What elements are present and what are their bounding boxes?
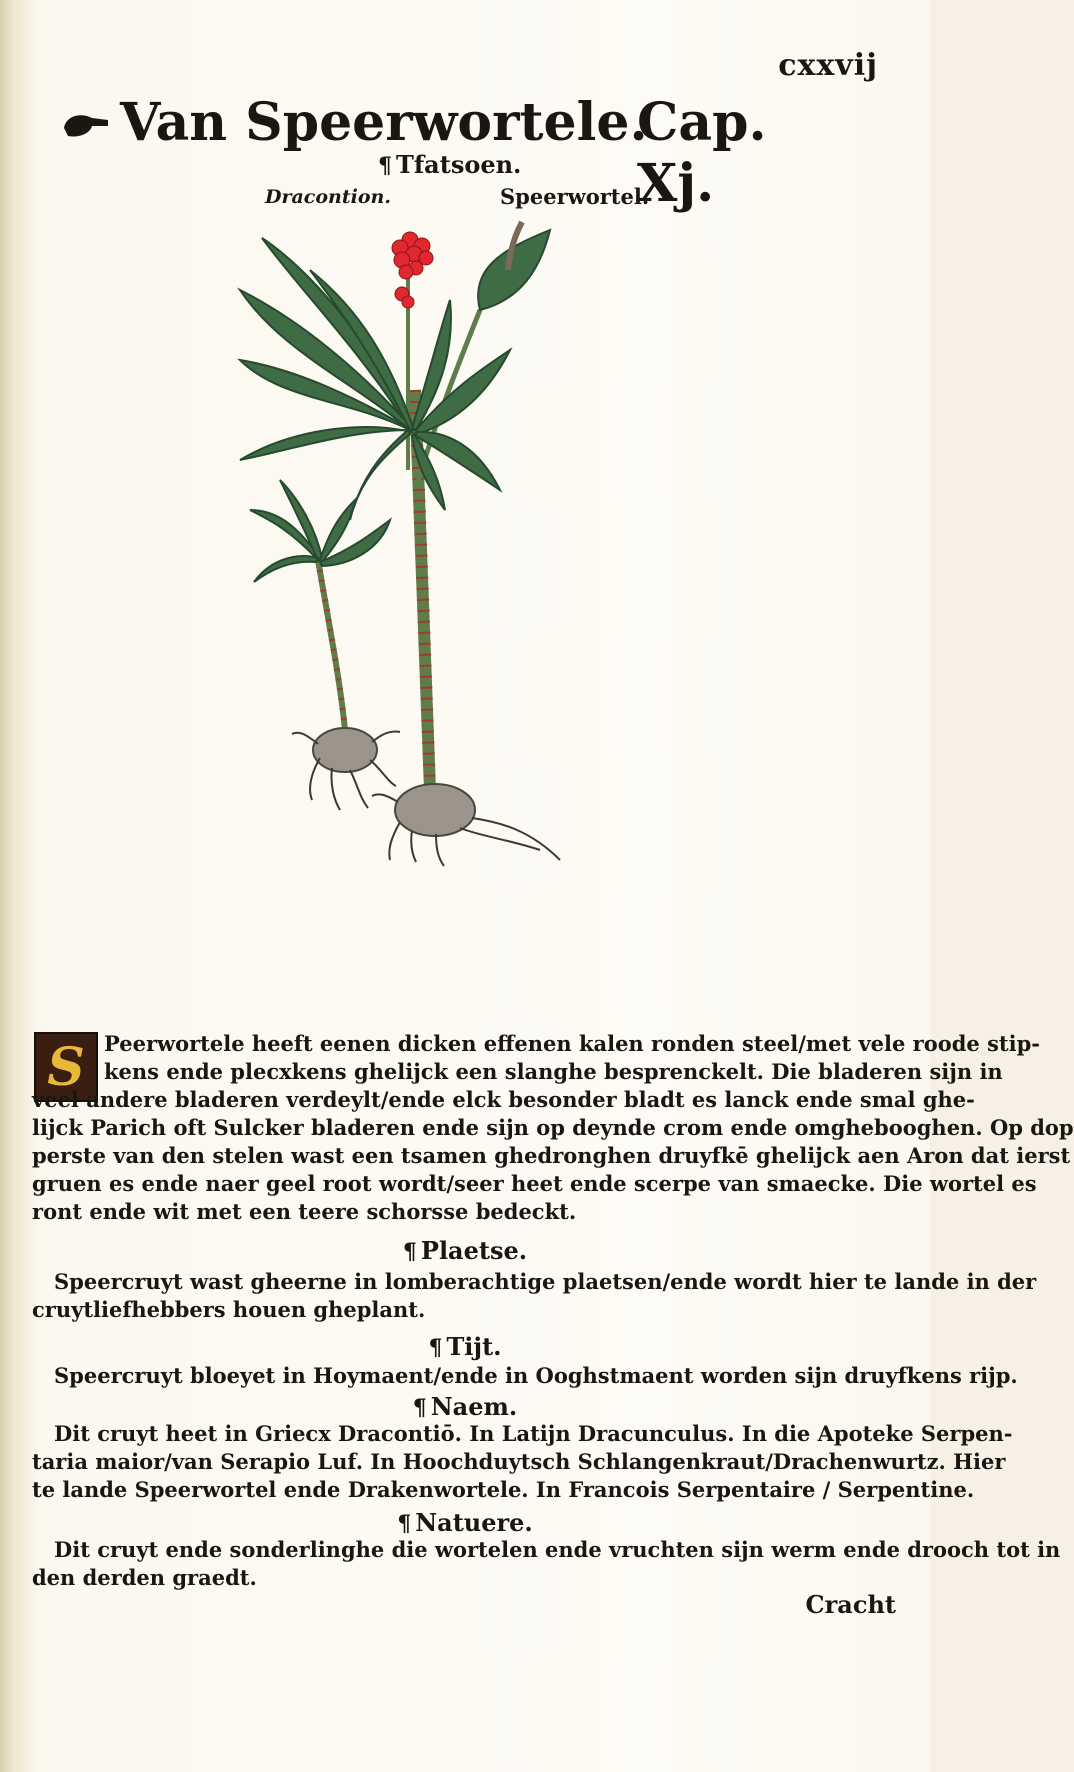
decorated-initial: S [34,1032,98,1102]
pilcrow-icon: ¶ [378,153,392,179]
pilcrow-icon: ¶ [428,1335,443,1361]
catchword: Cracht [805,1590,896,1619]
chapter-number: Cap. Xj. [637,92,767,214]
pilcrow-icon: ¶ [397,1511,412,1537]
figure-label-dutch: Speerwortel. [500,184,650,209]
section-heading-plaetse [0,1236,930,1265]
plant-illustration [240,230,660,990]
section-heading-naem [0,1392,930,1421]
natuere-paragraph [32,1536,1061,1592]
text-line: Peerwortele heeft eenen dicken effenen kalen ronden steel/met vele roode stip- [104,1031,1041,1056]
pilcrow-icon: ¶ [402,1239,417,1265]
chapter-title: Van Speerwortele. [120,92,648,153]
tijt-paragraph [32,1362,1018,1390]
section-heading-text: Naem. [430,1392,518,1421]
text-line: gruen es ende naer geel root wordt/seer heet ende scerpe van smaecke. Die wortel es [32,1171,1037,1196]
section-heading-tijt [0,1332,930,1361]
text-line: te lande Speerwortel ende Drakenwortele. In Francois Serpentaire / Serpentine. [32,1477,975,1502]
description-paragraph [32,1030,1074,1226]
plaetse-paragraph [32,1268,1037,1324]
text-line: veel andere bladeren verdeylt/ende elck besonder bladt es lanck ende smal ghe- [32,1087,975,1112]
text-line: Speercruyt bloeyet in Hoymaent/ende in Ooghstmaent worden sijn druyfkens rijp. [54,1363,1018,1388]
text-line: Dit cruyt heet in Griecx Dracontiō. In Latijn Dracunculus. In die Apoteke Serpen- [54,1421,1013,1446]
text-line: perste van den stelen wast een tsamen ghedronghen druyfkē ghelijck aen Aron dat ierst [32,1143,1071,1168]
section-heading-natuere [0,1508,930,1537]
figure-label-latin: Dracontion. [265,186,391,208]
text-line: Dit cruyt ende sonderlinghe die wortelen ende vruchten sijn werm ende drooch tot in [54,1537,1061,1562]
section-heading-text: Plaetse. [420,1236,528,1265]
text-line: den derden graedt. [32,1565,257,1590]
text-line: cruytliefhebbers houen gheplant. [32,1297,426,1322]
text-line: kens ende plecxkens ghelijck een slanghe besprenckelt. Die bladeren sijn in [104,1059,1003,1084]
figure-heading-text: Tfatsoen. [396,150,522,179]
folio-number: cxxvij [778,48,878,83]
text-line: lijck Parich oft Sulcker bladeren ende sijn op deynde crom ende omghebooghen. Op dop [32,1115,1074,1140]
text-line: taria maior/van Serapio Luf. In Hoochduytsch Schlangenkraut/Drachenwurtz. Hier [32,1449,1006,1474]
section-heading-text: Tijt. [446,1332,502,1361]
section-heading-text: Natuere. [415,1508,533,1537]
text-line: Speercruyt wast gheerne in lomberachtige plaetsen/ende wordt hier te lande in der [54,1269,1037,1294]
pointing-hand-icon [62,108,112,142]
text-line: ront ende wit met een teere schorsse bedeckt. [32,1199,577,1224]
figure-heading [378,150,521,179]
pilcrow-icon: ¶ [412,1395,427,1421]
naem-paragraph [32,1420,1013,1504]
